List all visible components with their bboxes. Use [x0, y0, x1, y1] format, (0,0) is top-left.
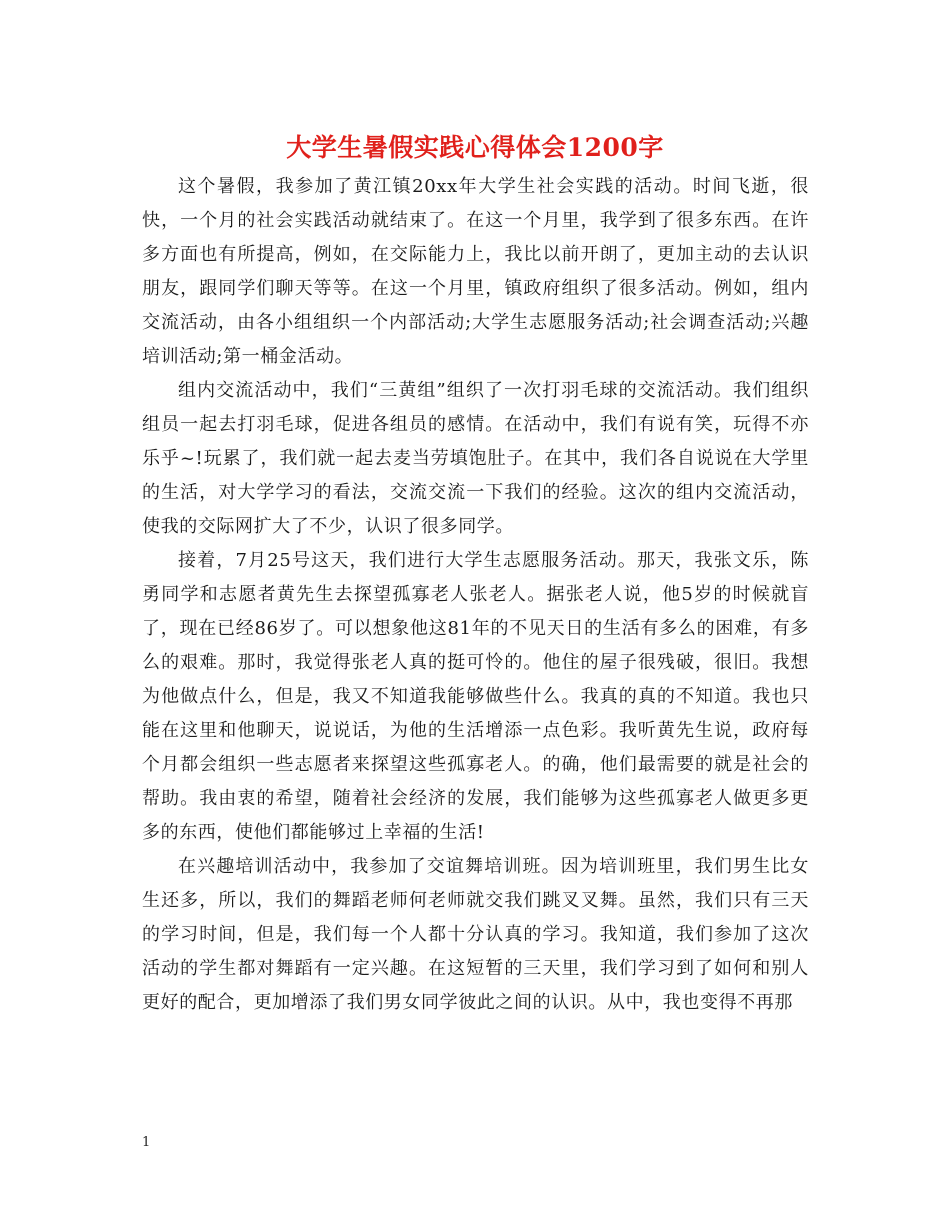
document-title: 大学生暑假实践心得体会1200字 — [286, 133, 664, 162]
paragraph-4: 在兴趣培训活动中，我参加了交谊舞培训班。因为培训班里，我们男生比女生还多，所以，我们的舞蹈老师何老师就交我们跳叉叉舞。虽然，我们只有三天的学习时间，但是，我们每一个人都十分认真的学习。我知道，我们参加了这次活动的学生都对舞蹈有一定兴趣。在这短暂的三天里，我们学习到了如何和别人更好的配合，更加增添了我们男女同学彼此之间的认识。从中，我也变得不再那 — [142, 856, 809, 1013]
paragraph-1: 这个暑假，我参加了黄江镇20xx年大学生社会实践的活动。时间飞逝，很快，一个月的社会实践活动就结束了。在这一个月里，我学到了很多东西。在许多方面也有所提高，例如，在交际能力上，我比以前开朗了，更加主动的去认识朋友，跟同学们聊天等等。在这一个月里，镇政府组织了很多活动。例如，组内交流活动，由各小组组织一个内部活动;大学生志愿服务活动;社会调查活动;兴趣培训活动;第一桶金活动。 — [142, 176, 809, 367]
page-number: 1 — [142, 1135, 151, 1150]
document-body — [142, 170, 809, 1020]
paragraph-3: 接着，7月25号这天，我们进行大学生志愿服务活动。那天，我张文乐，陈勇同学和志愿者黄先生去探望孤寡老人张老人。据张老人说，他5岁的时候就盲了，现在已经86岁了。可以想象他这81年的不见天日的生活有多么的困难，有多么的艰难。那时，我觉得张老人真的挺可怜的。他住的屋子很残破，很旧。我想为他做点什么，但是，我又不知道我能够做些什么。我真的真的不知道。我也只能在这里和他聊天，说说话，为他的生活增添一点色彩。我听黄先生说，政府每个月都会组织一些志愿者来探望这些孤寡老人。的确，他们最需要的就是社会的帮助。我由衷的希望，随着社会经济的发展，我们能够为这些孤寡老人做更多更多的东西，使他们都能够过上幸福的生活! — [142, 550, 809, 843]
paragraph-2: 组内交流活动中，我们“三黄组”组织了一次打羽毛球的交流活动。我们组织组员一起去打羽毛球，促进各组员的感情。在活动中，我们有说有笑，玩得不亦乐乎~!玩累了，我们就一起去麦当劳填饱肚子。在其中，我们各自说说在大学里的生活，对大学学习的看法，交流交流一下我们的经验。这次的组内交流活动，使我的交际网扩大了不少，认识了很多同学。 — [142, 380, 809, 537]
